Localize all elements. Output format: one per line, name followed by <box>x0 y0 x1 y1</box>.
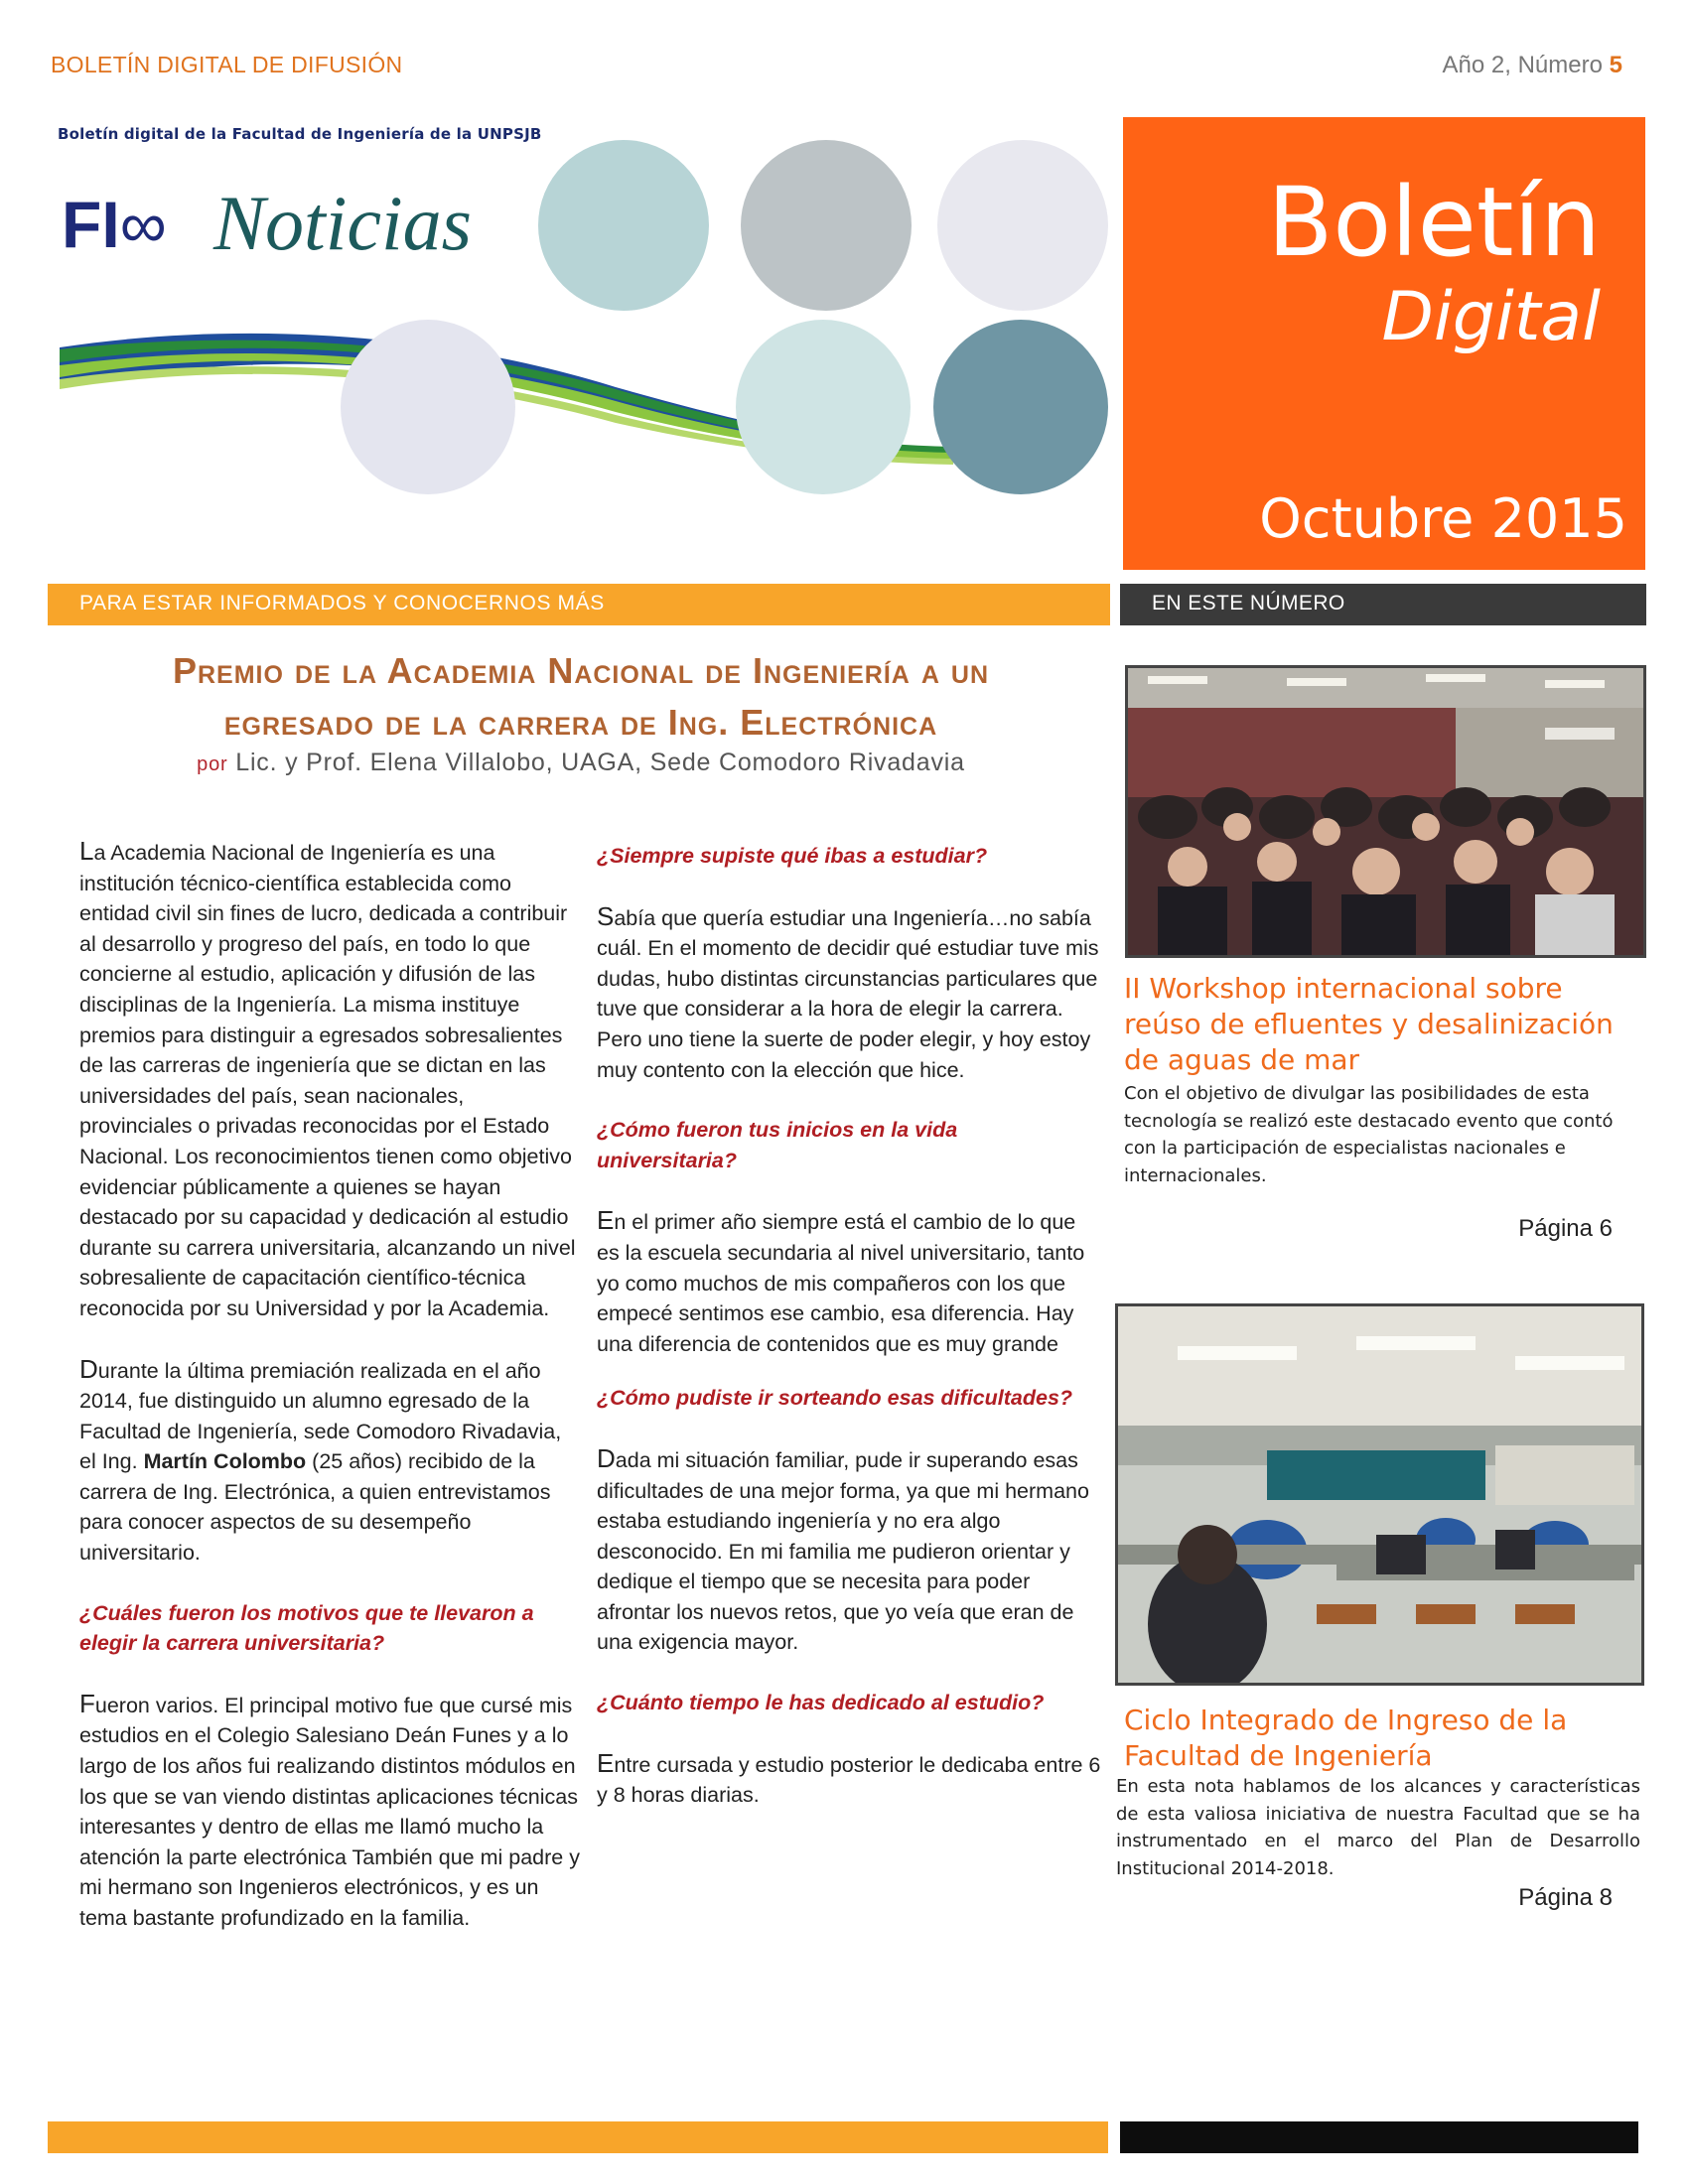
decor-circle <box>937 140 1108 311</box>
interview-answer: Dada mi situación familiar, pude ir superando esas dificultades de una mejor forma, ya que mi hermano estaba estudiando ingeniería y no era algo desconocido. En mi familia me pudieron orientar y dedique el tiempo que se necesita para poder afrontar los nuevos retos, que yo veía que eran de una exigencia mayor. <box>597 1442 1089 1655</box>
article-column-2 <box>597 841 1103 1841</box>
decor-circle <box>538 140 709 311</box>
interview-answer: En el primer año siempre está el cambio de lo que es la escuela secundaria al nivel universitario, tanto yo como muchos de mis compañeros con los que empecé sentimos ese cambio, esa diferencia. Hay una diferencia de contenidos que es muy grande <box>597 1205 1085 1356</box>
footer-bar-black <box>1120 2121 1638 2153</box>
workshop-photo <box>1125 665 1646 958</box>
interview-answer: Entre cursada y estudio posterior le dedicaba entre 6 y 8 horas diarias. <box>597 1747 1101 1808</box>
article-byline: por Lic. y Prof. Elena Villalobo, UAGA, Sede Comodoro Rivadavia <box>197 749 965 776</box>
article-headline: Premio de la Academia Nacional de Ingeniería a un egresado de la carrera de Ing. Electrónica <box>172 650 990 743</box>
decor-circle <box>933 320 1108 494</box>
article-paragraph: La Academia Nacional de Ingeniería es una institución técnico-científica establecida como entidad civil sin fines de lucro, dedicada a contribuir al desarrollo y progreso del país, en todo lo que concierne al estudio, aplicación y difusión de las disciplinas de la Ingeniería. La misma instituye premios para distinguir a egresados sobresalientes de las carreras de ingeniería que se dictan en las universidades del país, sean nacionales, provinciales o privadas reconocidas por el Estado Nacional. Los reconocimientos tienen como objetivo evidenciar públicamente a quienes se hayan destacado por su capacidad y dedicación al estudio durante su carrera universitaria, alcanzando un nivel sobresaliente de capacitación científico-técnica reconocida por su Universidad y por la Academia. <box>79 836 576 1320</box>
interview-answer: Fueron varios. El principal motivo fue que cursé mis estudios en el Colegio Salesiano Deán Funes y a lo largo de los años fui realizando distintos módulos en los que se van viendo distintas aplicaciones técnicas interesantes y dentro de ellas me llamó mucho la atención la parte electrónica También que mi padre y mi hermano son Ingenieros electrónicos, y es un tema bastante profundizado en la familia. <box>79 1688 580 1930</box>
sidebar-item-workshop-title[interactable]: II Workshop internacional sobre reúso de efluentes y desalinización de aguas de mar <box>1124 972 1614 1076</box>
cover-title: Boletín <box>1267 167 1601 278</box>
sidebar-item-workshop-text: Con el objetivo de divulgar las posibilidades de esta tecnología se realizó este destacado evento que contó con la participación de especialistas nacionales e internacionales. <box>1124 1083 1614 1186</box>
section-bar-sidebar-label: EN ESTE NÚMERO <box>1152 592 1345 614</box>
interview-answer: Sabía que quería estudiar una Ingeniería…no sabía cuál. En el momento de decidir qué estudiar tuve mis dudas, hubo distintas circunstancias particulares que tuve que considerar a la hora de elegir la carrera. Pero uno tiene la suerte de poder elegir, y hoy estoy muy contento con la elección que hice. <box>597 900 1099 1082</box>
cover-date: Octubre 2015 <box>1259 487 1627 550</box>
sidebar-item-ciclo-text: En esta nota hablamos de los alcances y características de esta valiosa iniciativa de nuestra Facultad que se ha instrumentado en el marco del Plan de Desarrollo Institucional 2014-2018. <box>1116 1776 1640 1879</box>
interview-question: ¿Cómo fueron tus inicios en la vida universitaria? <box>597 1118 958 1172</box>
section-bar-sidebar <box>1120 584 1646 625</box>
footer-bar-orange <box>48 2121 1108 2153</box>
interview-question: ¿Cuánto tiempo le has dedicado al estudio? <box>597 1691 1045 1715</box>
article-paragraph: Durante la última premiación realizada en el año 2014, fue distinguido un alumno egresado de la Facultad de Ingeniería, sede Comodoro Rivadavia, el Ing. Martín Colombo (25 años) recibido de la carrera de Ing. Electrónica, a quien entrevistamos para conocer aspectos de su desempeño universitario. <box>79 1353 562 1566</box>
decor-circle <box>741 140 912 311</box>
decor-circle <box>736 320 911 494</box>
sidebar-item-ciclo-page[interactable]: Página 8 <box>1518 1884 1613 1911</box>
logo-subtitle: Boletín digital de la Facultad de Ingeniería de la UNPSJB <box>58 125 542 143</box>
decor-circle <box>341 320 515 494</box>
sidebar-item-workshop-page[interactable]: Página 6 <box>1518 1215 1613 1242</box>
section-bar-main-label: PARA ESTAR INFORMADOS Y CONOCERNOS MÁS <box>79 592 605 614</box>
bulletin-label: BOLETÍN DIGITAL DE DIFUSIÓN <box>51 52 403 77</box>
sidebar-item-ciclo-title[interactable]: Ciclo Integrado de Ingreso de la Facultad de Ingeniería <box>1124 1704 1568 1772</box>
logo-fi: FI∞ <box>62 188 167 261</box>
cover-subtitle: Digital <box>1381 278 1601 356</box>
classroom-photo <box>1115 1303 1644 1686</box>
cover-box <box>1123 117 1645 570</box>
interview-question: ¿Cómo pudiste ir sorteando esas dificultades? <box>597 1386 1073 1411</box>
issue-number: Año 2, Número 5 <box>1442 52 1622 78</box>
article-column-1 <box>79 836 581 1964</box>
section-bar-main <box>48 584 1110 625</box>
interview-question: ¿Siempre supiste qué ibas a estudiar? <box>597 844 988 868</box>
interview-question: ¿Cuáles fueron los motivos que te llevaron a elegir la carrera universitaria? <box>79 1600 534 1656</box>
logo-noticias: Noticias <box>213 180 473 266</box>
